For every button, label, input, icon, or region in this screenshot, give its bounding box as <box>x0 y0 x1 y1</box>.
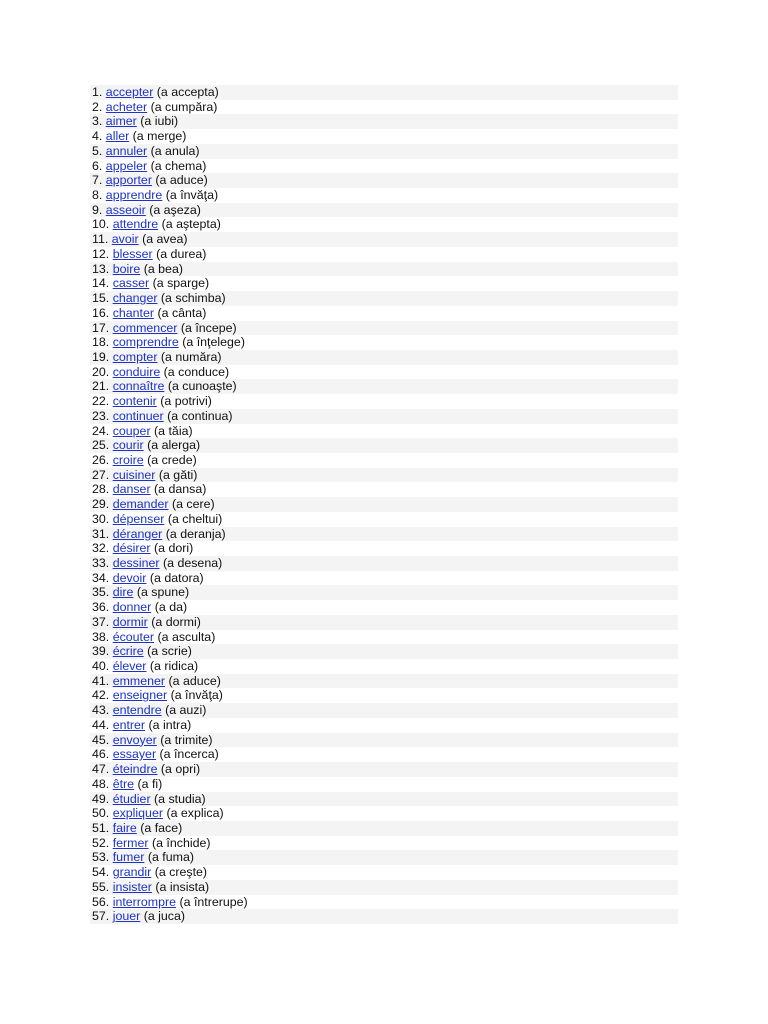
translation-text: (a fi) <box>137 776 163 791</box>
verb-link[interactable]: dire <box>112 585 134 600</box>
list-item <box>90 100 678 115</box>
verb-link[interactable]: écouter <box>112 629 155 644</box>
item-number: 13. <box>92 261 110 276</box>
list-item <box>90 129 678 144</box>
verb-link[interactable]: contenir <box>112 394 157 409</box>
verb-link[interactable]: aller <box>105 129 130 144</box>
translation-text: (a sparge) <box>152 276 210 291</box>
translation-text: (a accepta) <box>156 85 219 99</box>
list-item <box>90 585 678 600</box>
item-number: 40. <box>92 659 110 674</box>
verb-link[interactable]: élever <box>112 659 147 674</box>
translation-text: (a aduce) <box>155 173 208 188</box>
verb-link[interactable]: changer <box>112 291 158 306</box>
verb-link[interactable]: apporter <box>105 173 152 188</box>
list-item <box>90 674 678 689</box>
verb-link[interactable]: entendre <box>112 703 162 718</box>
item-number: 37. <box>92 614 110 629</box>
translation-text: (a găti) <box>158 467 198 482</box>
item-number: 48. <box>92 776 110 791</box>
translation-text: (a întrerupe) <box>179 894 248 909</box>
item-number: 3. <box>92 114 103 129</box>
translation-text: (a avea) <box>142 232 188 247</box>
translation-text: (a asculta) <box>157 629 216 644</box>
translation-text: (a insista) <box>155 879 210 894</box>
list-item <box>90 482 678 497</box>
item-number: 16. <box>92 305 110 320</box>
list-item <box>90 806 678 821</box>
verb-link[interactable]: demander <box>112 497 169 512</box>
translation-text: (a explica) <box>166 806 224 821</box>
item-number: 32. <box>92 541 110 556</box>
translation-text: (a intra) <box>148 717 192 732</box>
item-number: 43. <box>92 703 110 718</box>
list-item <box>90 630 678 645</box>
translation-text: (a dormi) <box>151 614 201 629</box>
verb-link[interactable]: enseigner <box>112 688 168 703</box>
verb-link[interactable]: comprendre <box>112 335 179 350</box>
list-item <box>90 556 678 571</box>
verb-link[interactable]: expliquer <box>112 806 163 821</box>
verb-link[interactable]: faire <box>112 820 137 835</box>
translation-text: (a scrie) <box>147 644 192 659</box>
list-item <box>90 173 678 188</box>
translation-text: (a învăţa) <box>165 188 219 203</box>
item-number: 24. <box>92 423 110 438</box>
item-number: 36. <box>92 600 110 615</box>
verb-link[interactable]: avoir <box>111 232 139 247</box>
verb-link[interactable]: insister <box>112 879 152 894</box>
translation-text: (a cunoaşte) <box>167 379 237 394</box>
verb-link[interactable]: donner <box>112 600 152 615</box>
item-number: 38. <box>92 629 110 644</box>
verb-link[interactable]: essayer <box>112 747 157 762</box>
list-item <box>90 350 678 365</box>
list-item <box>90 777 678 792</box>
list-item <box>90 232 678 247</box>
list-item <box>90 497 678 512</box>
translation-text: (a crede) <box>147 452 197 467</box>
list-item <box>90 335 678 350</box>
translation-text: (a da) <box>154 600 188 615</box>
item-number: 47. <box>92 762 110 777</box>
list-item <box>90 321 678 336</box>
translation-text: (a dansa) <box>154 482 207 497</box>
verb-link[interactable]: dépenser <box>112 511 165 526</box>
translation-text: (a continua) <box>167 408 233 423</box>
translation-text: (a studia) <box>154 791 206 806</box>
translation-text: (a număra) <box>160 349 222 364</box>
list-item <box>90 571 678 586</box>
verb-link[interactable]: annuler <box>105 143 148 158</box>
list-item <box>90 409 678 424</box>
item-number: 42. <box>92 688 110 703</box>
list-item <box>90 468 678 483</box>
translation-text: (a chema) <box>150 158 207 173</box>
verb-link[interactable]: cuisiner <box>112 467 156 482</box>
translation-text: (a spune) <box>136 585 190 600</box>
translation-text: (a anula) <box>150 143 200 158</box>
translation-text: (a încerca) <box>159 747 219 762</box>
list-item <box>90 247 678 262</box>
item-number: 30. <box>92 511 110 526</box>
item-number: 55. <box>92 879 110 894</box>
item-number: 1. <box>92 85 103 99</box>
list-item <box>90 365 678 380</box>
item-number: 23. <box>92 408 110 423</box>
translation-text: (a merge) <box>132 129 187 144</box>
translation-text: (a juca) <box>143 909 186 924</box>
item-number: 27. <box>92 467 110 482</box>
item-number: 57. <box>92 909 110 924</box>
verb-link[interactable]: devoir <box>112 570 147 585</box>
item-number: 10. <box>92 217 110 232</box>
translation-text: (a opri) <box>160 762 201 777</box>
verb-link[interactable]: appeler <box>105 158 148 173</box>
list-item <box>90 615 678 630</box>
translation-text: (a datora) <box>149 570 204 585</box>
list-item <box>90 512 678 527</box>
item-number: 12. <box>92 246 110 261</box>
verb-link[interactable]: interrompre <box>112 894 177 909</box>
item-number: 31. <box>92 526 110 541</box>
translation-text: (a aştepta) <box>161 217 221 232</box>
translation-text: (a cere) <box>171 497 215 512</box>
item-number: 39. <box>92 644 110 659</box>
translation-text: (a cânta) <box>157 305 207 320</box>
list-item <box>90 188 678 203</box>
translation-text: (a începe) <box>180 320 237 335</box>
item-number: 6. <box>92 158 103 173</box>
item-number: 4. <box>92 129 103 144</box>
verb-link[interactable]: désirer <box>112 541 151 556</box>
translation-text: (a cheltui) <box>167 511 223 526</box>
verb-link[interactable]: apprendre <box>105 188 163 203</box>
list-item <box>90 85 678 100</box>
list-item <box>90 821 678 836</box>
translation-text: (a conduce) <box>163 364 230 379</box>
item-number: 18. <box>92 335 110 350</box>
translation-text: (a creşte) <box>154 865 208 880</box>
verb-link[interactable]: courir <box>112 438 144 453</box>
translation-text: (a ridica) <box>149 659 199 674</box>
list-item <box>90 733 678 748</box>
verb-link[interactable]: asseoir <box>105 202 146 217</box>
list-item <box>90 306 678 321</box>
list-item <box>90 453 678 468</box>
verb-link[interactable]: croire <box>112 452 144 467</box>
item-number: 33. <box>92 556 110 570</box>
item-number: 50. <box>92 806 110 821</box>
translation-text: (a aduce) <box>168 673 221 688</box>
list-item <box>90 114 678 129</box>
item-number: 29. <box>92 497 110 512</box>
list-item <box>90 895 678 910</box>
item-number: 17. <box>92 320 110 335</box>
translation-text: (a desena) <box>162 556 223 570</box>
list-item <box>90 144 678 159</box>
item-number: 56. <box>92 894 110 909</box>
verb-link[interactable]: être <box>112 776 135 791</box>
list-item <box>90 644 678 659</box>
item-number: 20. <box>92 364 110 379</box>
verb-link[interactable]: blesser <box>112 246 153 261</box>
translation-text: (a durea) <box>156 246 207 261</box>
list-item <box>90 762 678 777</box>
item-number: 41. <box>92 673 110 688</box>
translation-text: (a închide) <box>151 835 211 850</box>
verb-link[interactable]: éteindre <box>112 762 158 777</box>
translation-text: (a face) <box>140 820 183 835</box>
item-number: 52. <box>92 835 110 850</box>
list-item <box>90 217 678 232</box>
item-number: 28. <box>92 482 110 497</box>
translation-text: (a auzi) <box>165 703 207 718</box>
list-item <box>90 836 678 851</box>
verb-link[interactable]: accepter <box>105 85 154 99</box>
list-item <box>90 291 678 306</box>
verb-link[interactable]: jouer <box>112 909 141 924</box>
item-number: 5. <box>92 143 103 158</box>
list-item <box>90 718 678 733</box>
verb-link[interactable]: attendre <box>112 217 159 232</box>
translation-text: (a deranja) <box>165 526 226 541</box>
verb-link[interactable]: danser <box>112 482 151 497</box>
item-number: 46. <box>92 747 110 762</box>
item-number: 35. <box>92 585 110 600</box>
list-item <box>90 659 678 674</box>
translation-text: (a înţelege) <box>182 335 245 350</box>
list-item <box>90 688 678 703</box>
item-number: 54. <box>92 865 110 880</box>
list-item <box>90 703 678 718</box>
list-item <box>90 394 678 409</box>
item-number: 22. <box>92 394 110 409</box>
item-number: 11. <box>92 232 109 247</box>
item-number: 9. <box>92 202 103 217</box>
list-item <box>90 865 678 880</box>
verb-link[interactable]: continuer <box>112 408 164 423</box>
translation-text: (a cumpăra) <box>150 99 218 114</box>
list-item <box>90 203 678 218</box>
verb-link[interactable]: couper <box>112 423 151 438</box>
verb-link[interactable]: dessiner <box>112 556 160 570</box>
item-number: 51. <box>92 820 110 835</box>
verb-list <box>90 85 678 924</box>
item-number: 8. <box>92 188 103 203</box>
translation-text: (a tăia) <box>154 423 193 438</box>
list-item <box>90 438 678 453</box>
list-item <box>90 850 678 865</box>
translation-text: (a schimba) <box>160 291 226 306</box>
item-number: 21. <box>92 379 110 394</box>
item-number: 25. <box>92 438 110 453</box>
verb-link[interactable]: entrer <box>112 717 146 732</box>
verb-link[interactable]: conduire <box>112 364 161 379</box>
verb-link[interactable]: envoyer <box>112 732 157 747</box>
item-number: 53. <box>92 850 110 865</box>
verb-link[interactable]: commencer <box>112 320 178 335</box>
item-number: 44. <box>92 717 110 732</box>
verb-link[interactable]: acheter <box>105 99 148 114</box>
verb-link[interactable]: chanter <box>112 305 155 320</box>
translation-text: (a aşeza) <box>149 202 201 217</box>
translation-text: (a potrivi) <box>160 394 212 409</box>
list-item <box>90 527 678 542</box>
list-item <box>90 747 678 762</box>
list-item <box>90 159 678 174</box>
item-number: 26. <box>92 452 110 467</box>
item-number: 49. <box>92 791 110 806</box>
list-item <box>90 909 678 924</box>
list-item <box>90 541 678 556</box>
verb-link[interactable]: grandir <box>112 865 152 880</box>
verb-link[interactable]: fermer <box>112 835 149 850</box>
list-item <box>90 880 678 895</box>
verb-link[interactable]: dormir <box>112 614 148 629</box>
item-number: 2. <box>92 99 103 114</box>
list-item <box>90 276 678 291</box>
item-number: 19. <box>92 349 110 364</box>
translation-text: (a iubi) <box>140 114 179 129</box>
item-number: 7. <box>92 173 103 188</box>
translation-text: (a bea) <box>143 261 183 276</box>
list-item <box>90 262 678 277</box>
translation-text: (a trimite) <box>160 732 213 747</box>
verb-link[interactable]: connaître <box>112 379 165 394</box>
item-number: 34. <box>92 570 110 585</box>
verb-link[interactable]: écrire <box>112 644 144 659</box>
list-item <box>90 792 678 807</box>
verb-link[interactable]: boire <box>112 261 141 276</box>
item-number: 45. <box>92 732 110 747</box>
list-item <box>90 600 678 615</box>
verb-link[interactable]: fumer <box>112 850 145 865</box>
translation-text: (a fuma) <box>147 850 194 865</box>
translation-text: (a alerga) <box>147 438 201 453</box>
list-item <box>90 424 678 439</box>
verb-link[interactable]: étudier <box>112 791 151 806</box>
verb-link[interactable]: déranger <box>112 526 163 541</box>
translation-text: (a învăţa) <box>170 688 223 703</box>
verb-link[interactable]: emmener <box>112 673 166 688</box>
item-number: 14. <box>92 276 110 291</box>
verb-link[interactable]: compter <box>112 349 158 364</box>
list-item <box>90 379 678 394</box>
translation-text: (a dori) <box>154 541 194 556</box>
item-number: 15. <box>92 291 110 306</box>
verb-link[interactable]: casser <box>112 276 150 291</box>
verb-link[interactable]: aimer <box>105 114 137 129</box>
